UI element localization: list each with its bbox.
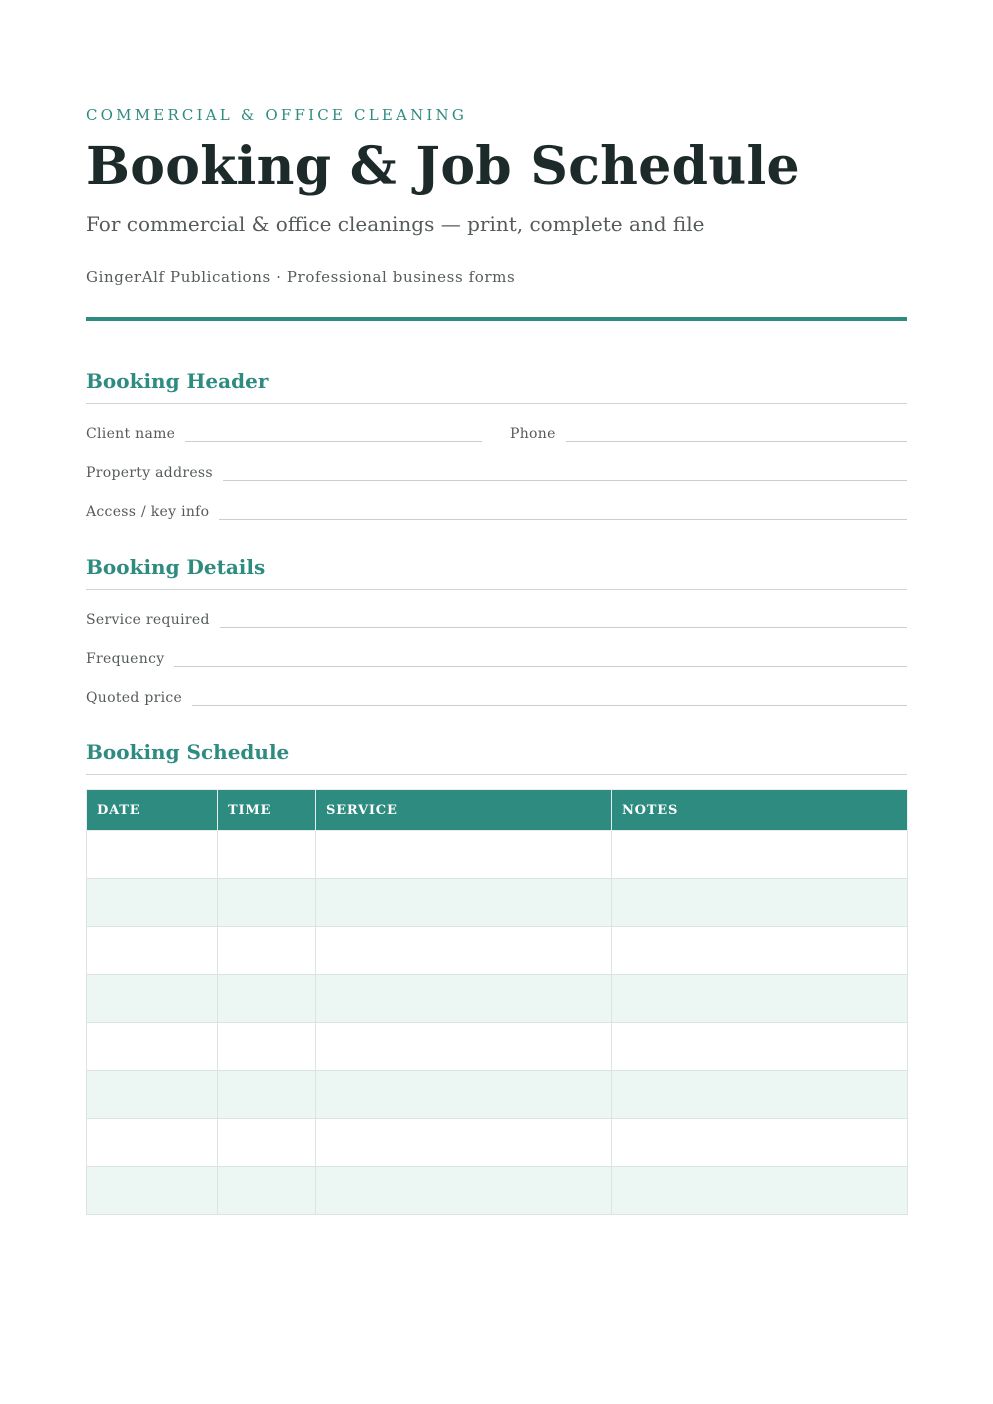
- column-header-service: SERVICE: [316, 790, 612, 831]
- cell-time[interactable]: [218, 927, 316, 975]
- property-address-line[interactable]: [223, 480, 907, 481]
- quoted-price-label: Quoted price: [86, 690, 183, 706]
- header-divider: [86, 317, 907, 321]
- cell-time[interactable]: [218, 1071, 316, 1119]
- cell-notes[interactable]: [612, 831, 908, 879]
- cell-service[interactable]: [316, 975, 612, 1023]
- quoted-price-field[interactable]: [86, 686, 907, 706]
- section-title-booking-schedule: Booking Schedule: [86, 740, 290, 764]
- cell-service[interactable]: [316, 927, 612, 975]
- service-required-field[interactable]: [86, 608, 907, 628]
- cell-notes[interactable]: [612, 1071, 908, 1119]
- frequency-line[interactable]: [174, 666, 907, 667]
- service-required-line[interactable]: [220, 627, 907, 628]
- table-row: [87, 927, 908, 975]
- cell-date[interactable]: [87, 927, 218, 975]
- table-row: [87, 975, 908, 1023]
- cell-date[interactable]: [87, 1071, 218, 1119]
- cell-service[interactable]: [316, 1119, 612, 1167]
- property-address-field[interactable]: [86, 461, 907, 481]
- section-title-booking-header: Booking Header: [86, 369, 269, 393]
- cell-time[interactable]: [218, 1167, 316, 1215]
- table-row: [87, 1023, 908, 1071]
- schedule-table: [86, 789, 908, 1215]
- cell-date[interactable]: [87, 1167, 218, 1215]
- cell-time[interactable]: [218, 1023, 316, 1071]
- cell-date[interactable]: [87, 831, 218, 879]
- section-divider: [86, 589, 907, 590]
- cell-date[interactable]: [87, 879, 218, 927]
- phone-line[interactable]: [566, 441, 907, 442]
- table-row: [87, 831, 908, 879]
- client-name-label: Client name: [86, 426, 176, 442]
- table-row: [87, 1119, 908, 1167]
- cell-time[interactable]: [218, 1119, 316, 1167]
- cell-service[interactable]: [316, 879, 612, 927]
- access-key-info-label: Access / key info: [86, 504, 210, 520]
- property-address-label: Property address: [86, 465, 213, 481]
- cell-notes[interactable]: [612, 975, 908, 1023]
- cell-service[interactable]: [316, 831, 612, 879]
- table-row: [87, 1071, 908, 1119]
- schedule-body: [87, 831, 908, 1215]
- column-header-time: TIME: [218, 790, 316, 831]
- schedule-header-row: [87, 790, 908, 831]
- service-required-label: Service required: [86, 612, 210, 628]
- publisher-line: GingerAlf Publications · Professional business forms: [86, 268, 516, 286]
- page-title: Booking & Job Schedule: [86, 136, 800, 197]
- cell-service[interactable]: [316, 1071, 612, 1119]
- access-key-info-line[interactable]: [219, 519, 907, 520]
- client-name-line[interactable]: [185, 441, 482, 442]
- table-row: [87, 1167, 908, 1215]
- cell-service[interactable]: [316, 1023, 612, 1071]
- column-header-date: DATE: [87, 790, 218, 831]
- cell-date[interactable]: [87, 1119, 218, 1167]
- quoted-price-line[interactable]: [192, 705, 907, 706]
- table-row: [87, 879, 908, 927]
- cell-service[interactable]: [316, 1167, 612, 1215]
- cell-notes[interactable]: [612, 1023, 908, 1071]
- cell-date[interactable]: [87, 1023, 218, 1071]
- frequency-label: Frequency: [86, 651, 165, 667]
- cell-notes[interactable]: [612, 879, 908, 927]
- cell-time[interactable]: [218, 975, 316, 1023]
- cell-notes[interactable]: [612, 1119, 908, 1167]
- phone-label: Phone: [510, 426, 556, 442]
- column-header-notes: NOTES: [612, 790, 908, 831]
- cell-date[interactable]: [87, 975, 218, 1023]
- cell-notes[interactable]: [612, 927, 908, 975]
- page-subtitle: For commercial & office cleanings — print, complete and file: [86, 212, 705, 236]
- access-key-info-field[interactable]: [86, 500, 907, 520]
- cell-time[interactable]: [218, 879, 316, 927]
- frequency-field[interactable]: [86, 647, 907, 667]
- category-kicker: COMMERCIAL & OFFICE CLEANING: [86, 106, 468, 124]
- section-divider: [86, 403, 907, 404]
- client-name-field[interactable]: [86, 422, 482, 442]
- cell-notes[interactable]: [612, 1167, 908, 1215]
- section-divider: [86, 774, 907, 775]
- section-title-booking-details: Booking Details: [86, 555, 266, 579]
- phone-field[interactable]: [510, 422, 907, 442]
- cell-time[interactable]: [218, 831, 316, 879]
